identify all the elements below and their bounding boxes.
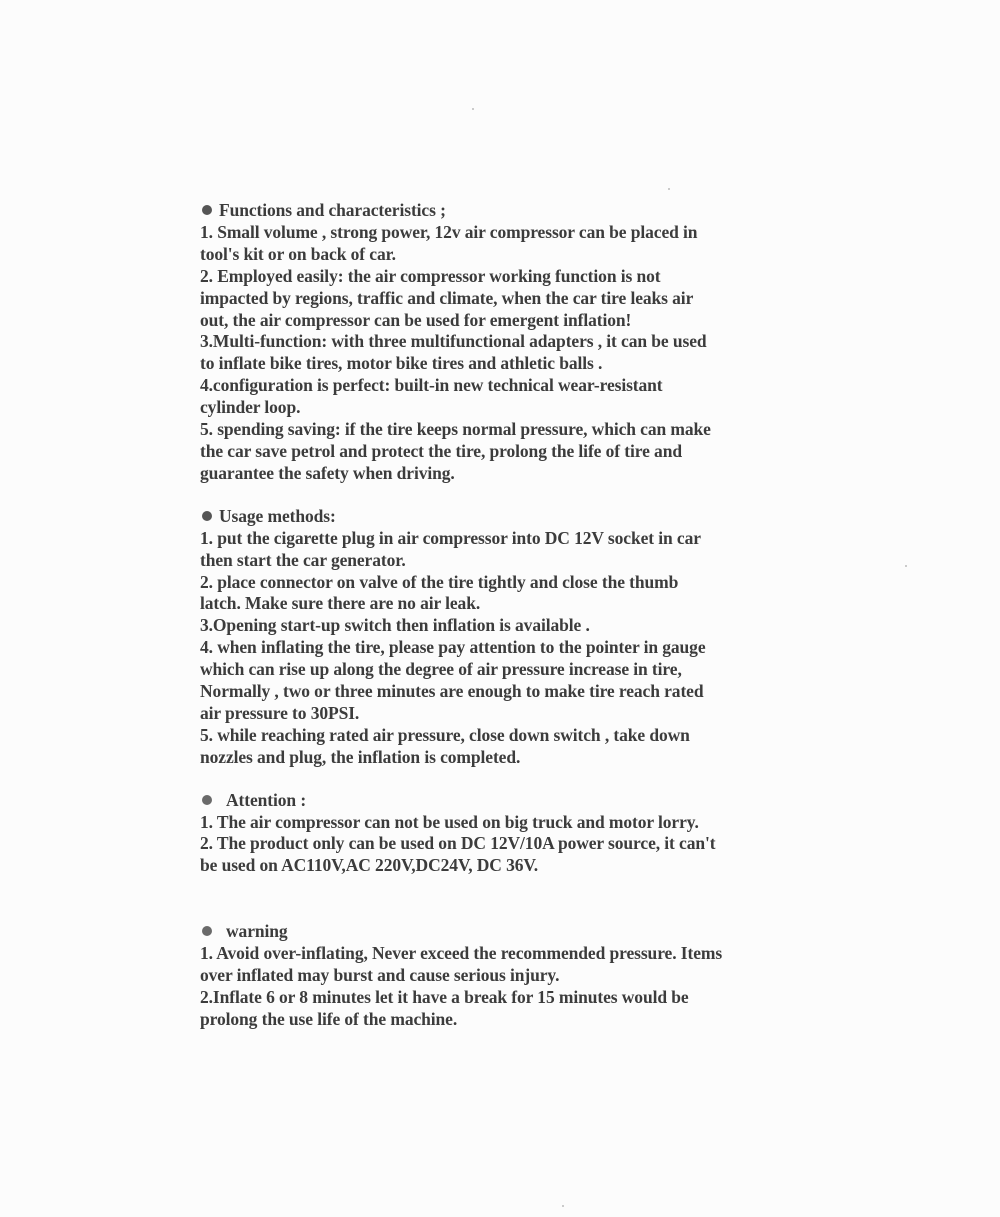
section-attention [200,790,800,878]
heading-text: Attention : [226,789,307,810]
bullet-icon [202,205,212,215]
bullet-icon [202,511,212,521]
text-line: 4. when inflating the tire, please pay attention to the pointer in gauge [200,637,706,658]
scan-speck [668,188,670,190]
text-line: 4.configuration is perfect: built-in new technical wear-resistant [200,375,663,396]
text-line: 1. Avoid over-inflating, Never exceed the recommended pressure. Items [200,943,723,964]
heading-text: warning [226,921,288,942]
section-heading [200,790,800,812]
text-line: 1. Small volume , strong power, 12v air compressor can be placed in [200,221,698,242]
text-line: 2. Employed easily: the air compressor working function is not [200,265,661,286]
text-line: the car save petrol and protect the tire, prolong the life of tire and [200,440,682,461]
text-line: 1. The air compressor can not be used on big truck and motor lorry. [200,811,699,832]
text-line: tool's kit or on back of car. [200,243,396,264]
instruction-document [200,200,800,1031]
text-line: 5. spending saving: if the tire keeps normal pressure, which can make [200,419,711,440]
scan-speck [562,1205,564,1207]
text-line: which can rise up along the degree of air pressure increase in tire, [200,659,682,680]
section-warning [200,921,800,1031]
heading-text: Functions and characteristics ; [219,200,446,220]
text-line: 5. while reaching rated air pressure, close down switch , take down [200,724,690,745]
text-line: over inflated may burst and cause serious injury. [200,965,560,986]
text-line: 2. The product only can be used on DC 12V/10A power source, it can't [200,833,716,854]
text-line: then start the car generator. [200,549,406,570]
section-heading [200,506,800,528]
heading-text: Usage methods: [219,505,336,526]
text-line: out, the air compressor can be used for emergent inflation! [200,309,632,330]
text-line: to inflate bike tires, motor bike tires and athletic balls . [200,353,603,374]
section-heading [200,200,800,222]
text-line: cylinder loop. [200,397,301,418]
text-line: prolong the use life of the machine. [200,1008,458,1029]
text-line: air pressure to 30PSI. [200,702,360,723]
scan-speck [905,565,907,567]
text-line: impacted by regions, traffic and climate, when the car tire leaks air [200,287,694,308]
bullet-icon [202,926,212,936]
text-line: latch. Make sure there are no air leak. [200,593,481,614]
section-usage-methods [200,506,800,769]
text-line: Normally , two or three minutes are enough to make tire reach rated [200,681,704,702]
section-functions [200,200,800,485]
scan-speck [472,108,474,110]
text-line: 2.Inflate 6 or 8 minutes let it have a break for 15 minutes would be [200,987,689,1007]
text-line: nozzles and plug, the inflation is completed. [200,746,521,767]
bullet-icon [202,795,212,805]
section-heading [200,921,800,943]
text-line: 3.Multi-function: with three multifunctional adapters , it can be used [200,331,707,352]
text-line: be used on AC110V,AC 220V,DC24V, DC 36V. [200,855,538,876]
text-line: 3.Opening start-up switch then inflation is available . [200,615,590,636]
text-line: 1. put the cigarette plug in air compressor into DC 12V socket in car [200,527,701,548]
text-line: 2. place connector on valve of the tire tightly and close the thumb [200,571,679,592]
text-line: guarantee the safety when driving. [200,462,455,483]
